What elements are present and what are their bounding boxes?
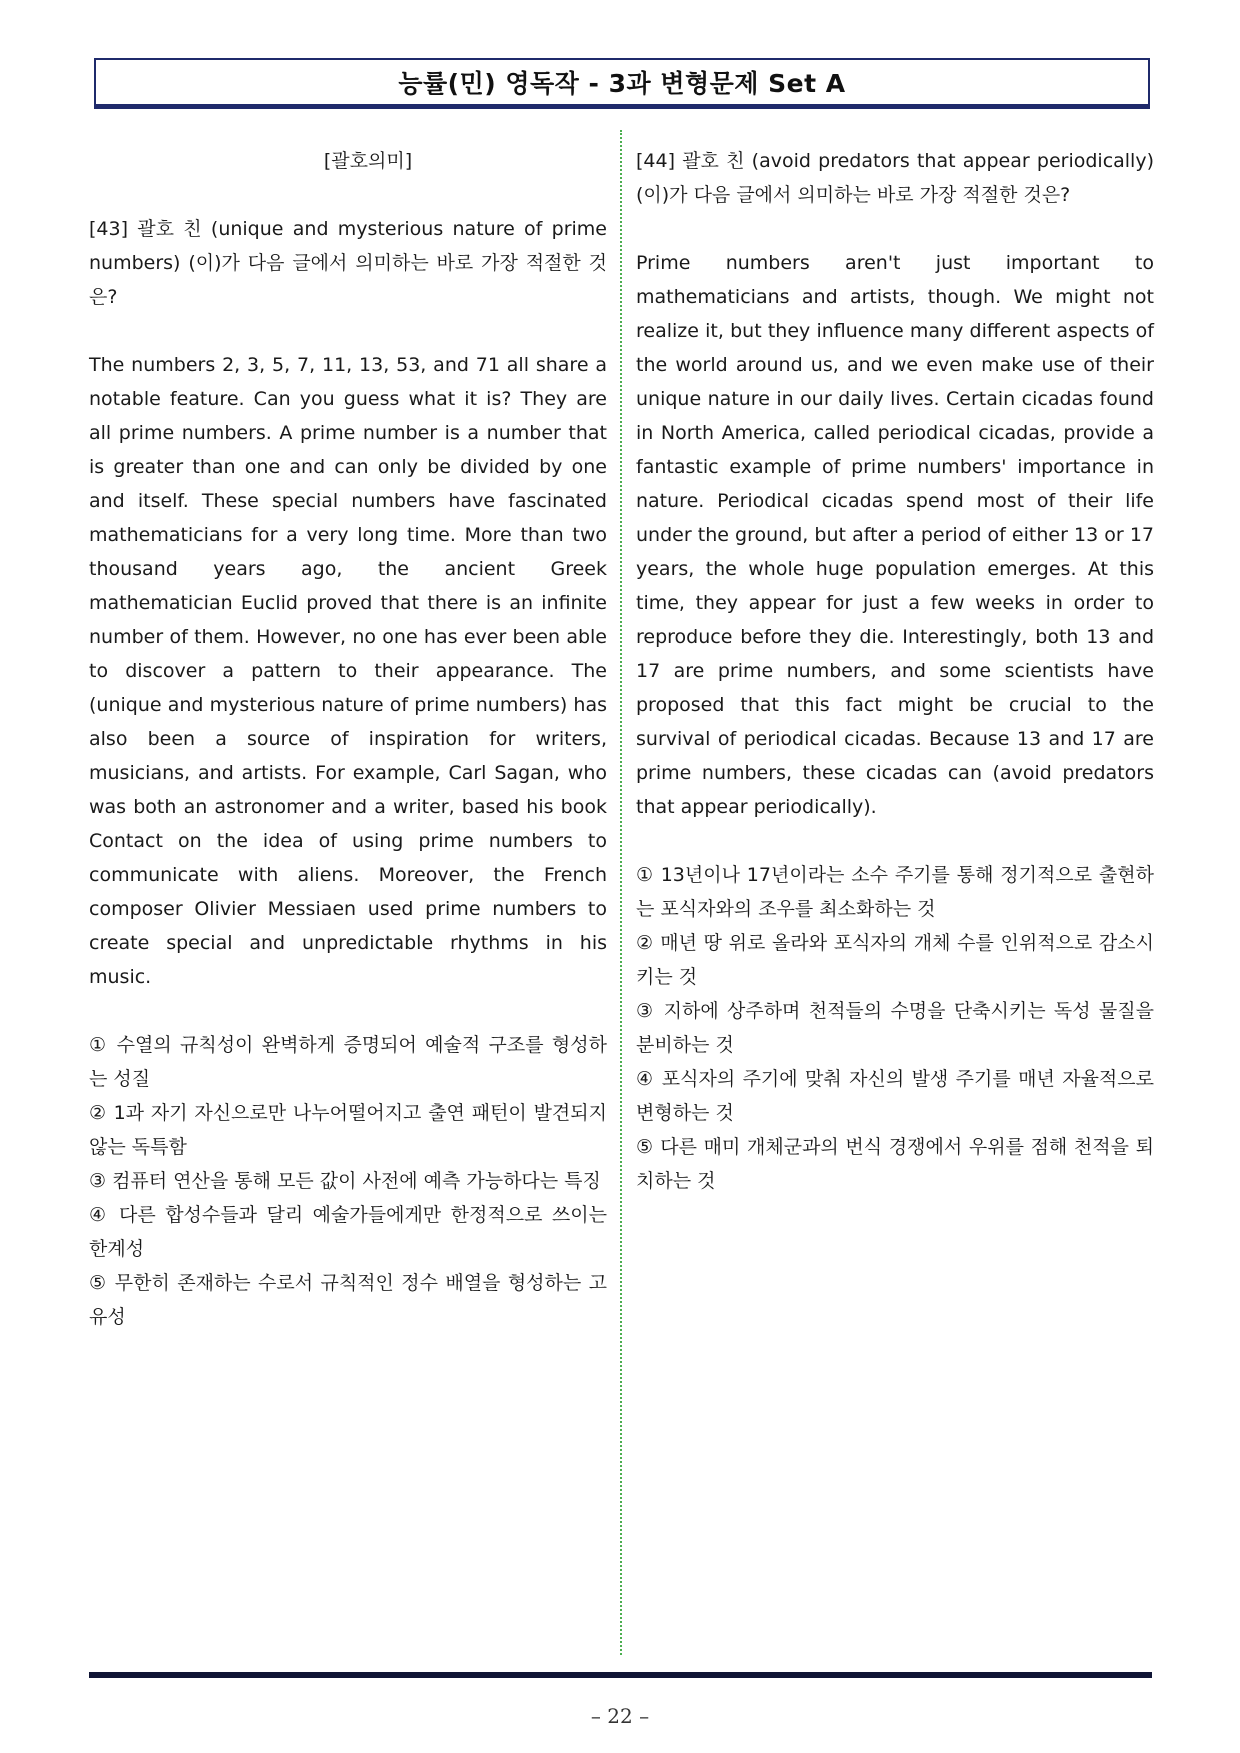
- section-label: [괄호의미]: [323, 150, 413, 172]
- passage-43: The numbers 2, 3, 5, 7, 11, 13, 53, and 71 all share a notable feature. Can you guess what it is? They are all prime numbers. A prime number is a number that is greater than one and can only be divided by one and itself. These special numbers have fascinated mathematicians for a very long time. More than two thousand years ago, the ancient Greek mathematician Euclid proved that there is an infinite number of them. However, no one has ever been able to discover a pattern to their appearance. The (unique and mysterious nature of prime numbers) has also been a source of inspiration for writers, musicians, and artists. For example, Carl Sagan, who was both an astronomer and a writer, based his book Contact on the idea of using prime numbers to communicate with aliens. Moreover, the French composer Olivier Messiaen used prime numbers to create special and unpredictable rhythms in his music.: [89, 354, 607, 988]
- option-43-1: ① 수열의 규칙성이 완벽하게 증명되어 예술적 구조를 형성하는 성질: [89, 1034, 607, 1090]
- options-44: [636, 858, 1154, 1198]
- question-44: [44] 괄호 친 (avoid predators that appear periodically) (이)가 다음 글에서 의미하는 바로 가장 적절한 것은?: [636, 150, 1154, 206]
- left-column: [89, 144, 607, 1334]
- footer-rule: [89, 1672, 1152, 1678]
- option-43-3: ③ 컴퓨터 연산을 통해 모든 값이 사전에 예측 가능하다는 특징: [89, 1170, 601, 1192]
- option-43-4: ④ 다른 합성수들과 달리 예술가들에게만 한정적으로 쓰이는 한계성: [89, 1204, 607, 1260]
- right-column: [636, 144, 1154, 1198]
- option-43-5: ⑤ 무한히 존재하는 수로서 규칙적인 정수 배열을 형성하는 고유성: [89, 1272, 607, 1328]
- question-43: [43] 괄호 친 (unique and mysterious nature of prime numbers) (이)가 다음 글에서 의미하는 바로 가장 적절한 것은?: [89, 218, 607, 308]
- column-divider: [620, 130, 622, 1655]
- option-44-4: ④ 포식자의 주기에 맞춰 자신의 발생 주기를 매년 자율적으로 변형하는 것: [636, 1068, 1154, 1124]
- page-number: – 22 –: [590, 1704, 650, 1728]
- option-44-2: ② 매년 땅 위로 올라와 포식자의 개체 수를 인위적으로 감소시키는 것: [636, 932, 1154, 988]
- option-44-1: ① 13년이나 17년이라는 소수 주기를 통해 정기적으로 출현하는 포식자와의 조우를 최소화하는 것: [636, 864, 1154, 920]
- options-43: [89, 1028, 607, 1334]
- title-box: [94, 58, 1150, 109]
- option-43-2: ② 1과 자기 자신으로만 나누어떨어지고 출연 패턴이 발견되지 않는 독특함: [89, 1102, 607, 1158]
- option-44-3: ③ 지하에 상주하며 천적들의 수명을 단축시키는 독성 물질을 분비하는 것: [636, 1000, 1154, 1056]
- option-44-5: ⑤ 다른 매미 개체군과의 번식 경쟁에서 우위를 점해 천적을 퇴치하는 것: [636, 1136, 1154, 1192]
- passage-44: Prime numbers aren't just important to mathematicians and artists, though. We might not realize it, but they influence many different aspects of the world around us, and we even make use of their unique nature in our daily lives. Certain cicadas found in North America, called periodical cicadas, provide a fantastic example of prime numbers' importance in nature. Periodical cicadas spend most of their life under the ground, but after a period of either 13 or 17 years, the whole huge population emerges. At this time, they appear for just a few weeks in order to reproduce before they die. Interestingly, both 13 and 17 are prime numbers, and some scientists have proposed that this fact might be crucial to the survival of periodical cicadas. Because 13 and 17 are prime numbers, these cicadas can (avoid predators that appear periodically).: [636, 252, 1154, 818]
- page-title: 능률(민) 영독작 - 3과 변형문제 Set A: [398, 69, 846, 98]
